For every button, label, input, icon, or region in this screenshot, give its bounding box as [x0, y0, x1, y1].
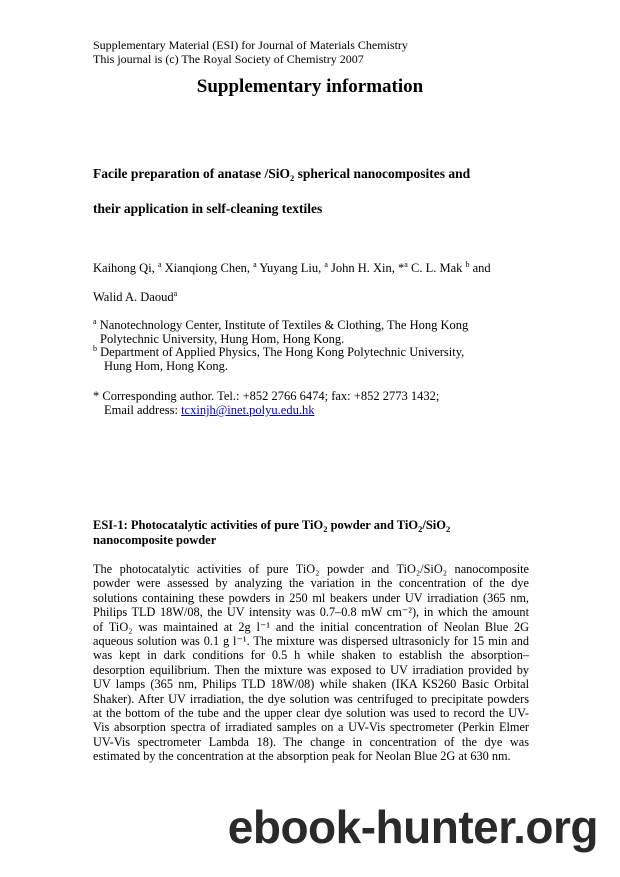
paper-title-line-1: Facile preparation of anatase /SiO$_2$ spherical nanocomposites and	[93, 166, 471, 183]
esi-body-paragraph: The photocatalytic activities of pure TiO₂ powder and TiO₂/SiO₂ nanocomposite powder were assessed by analyzing the variation in the concentration of the dye solutions containing these powders in 250 ml beakers under UV irradiation (365 nm, Philips TLD 18W/08, the UV intensity was 0.7–0.8 mW cm⁻²), in which the amount of TiO₂ was maintained at 2g l⁻¹ and the initial concentration of Neolan Blue 2G aqueous solution was 0.1 g l⁻¹. The mixture was dispersed ultrasonicly for 15 min and was kept in dark conditions for 0.5 h while shaken to establish the absorption– desorption equilibrium. Then the mixture was exposed to UV irradiation provided by UV lamps (365 nm, Philips TLD 18W/08) while shaken (IKA KS260 Basic Orbital Shaker). After UV irradiation, the dye solution was centrifuged to precipitate powders at the bottom of the tube and the upper clear dye solution was used to record the UV- Vis absorption spectra of irradiated samples on a UV-Vis spectrometer (Perkin Elmer UV-Vis spectrometer Lambda 18). The change in concentration of the dye was estimated by the concentration at the absorption peak for Neolan Blue 2G at 630 nm.	[93, 562, 529, 764]
affiliation-a: $^a$ Nanotechnology Center, Institute of Textiles & Clothing, The Hong Kong Polytechnic University, Hung Hom, Hong Kong.	[93, 317, 469, 346]
document-title: Supplementary information	[196, 76, 424, 97]
affiliation-b: $^b$ Department of Applied Physics, The Hong Kong Polytechnic University, Hung Hom, Hong Kong.	[93, 344, 465, 373]
author-list-line-1: Kaihong Qi, $^a$ Xianqiong Chen, $^a$ Yuyang Liu, $^a$ John H. Xin, *$^a$ C. L. Mak $^b$ and	[93, 260, 491, 275]
watermark-text: ebook-hunter.org	[227, 801, 598, 853]
journal-header-line-1: Supplementary Material (ESI) for Journal of Materials Chemistry	[93, 38, 408, 52]
esi-section-heading: ESI-1: Photocatalytic activities of pure TiO$_2$ powder and TiO$_2$/SiO$_2$ nanocomposite powder	[93, 518, 451, 547]
correspondence-block: * Corresponding author. Tel.: +852 2766 6474; fax: +852 2773 1432; Email address: tcxinjh@inet.polyu.edu.hk	[93, 389, 440, 417]
paper-title-line-2: their application in self-cleaning textiles	[93, 201, 323, 216]
author-list-line-2: Walid A. Daoud$^a$	[93, 289, 178, 304]
author-email-link[interactable]: tcxinjh@inet.polyu.edu.hk	[181, 403, 315, 417]
journal-header-line-2: This journal is (c) The Royal Society of Chemistry 2007	[93, 52, 364, 66]
